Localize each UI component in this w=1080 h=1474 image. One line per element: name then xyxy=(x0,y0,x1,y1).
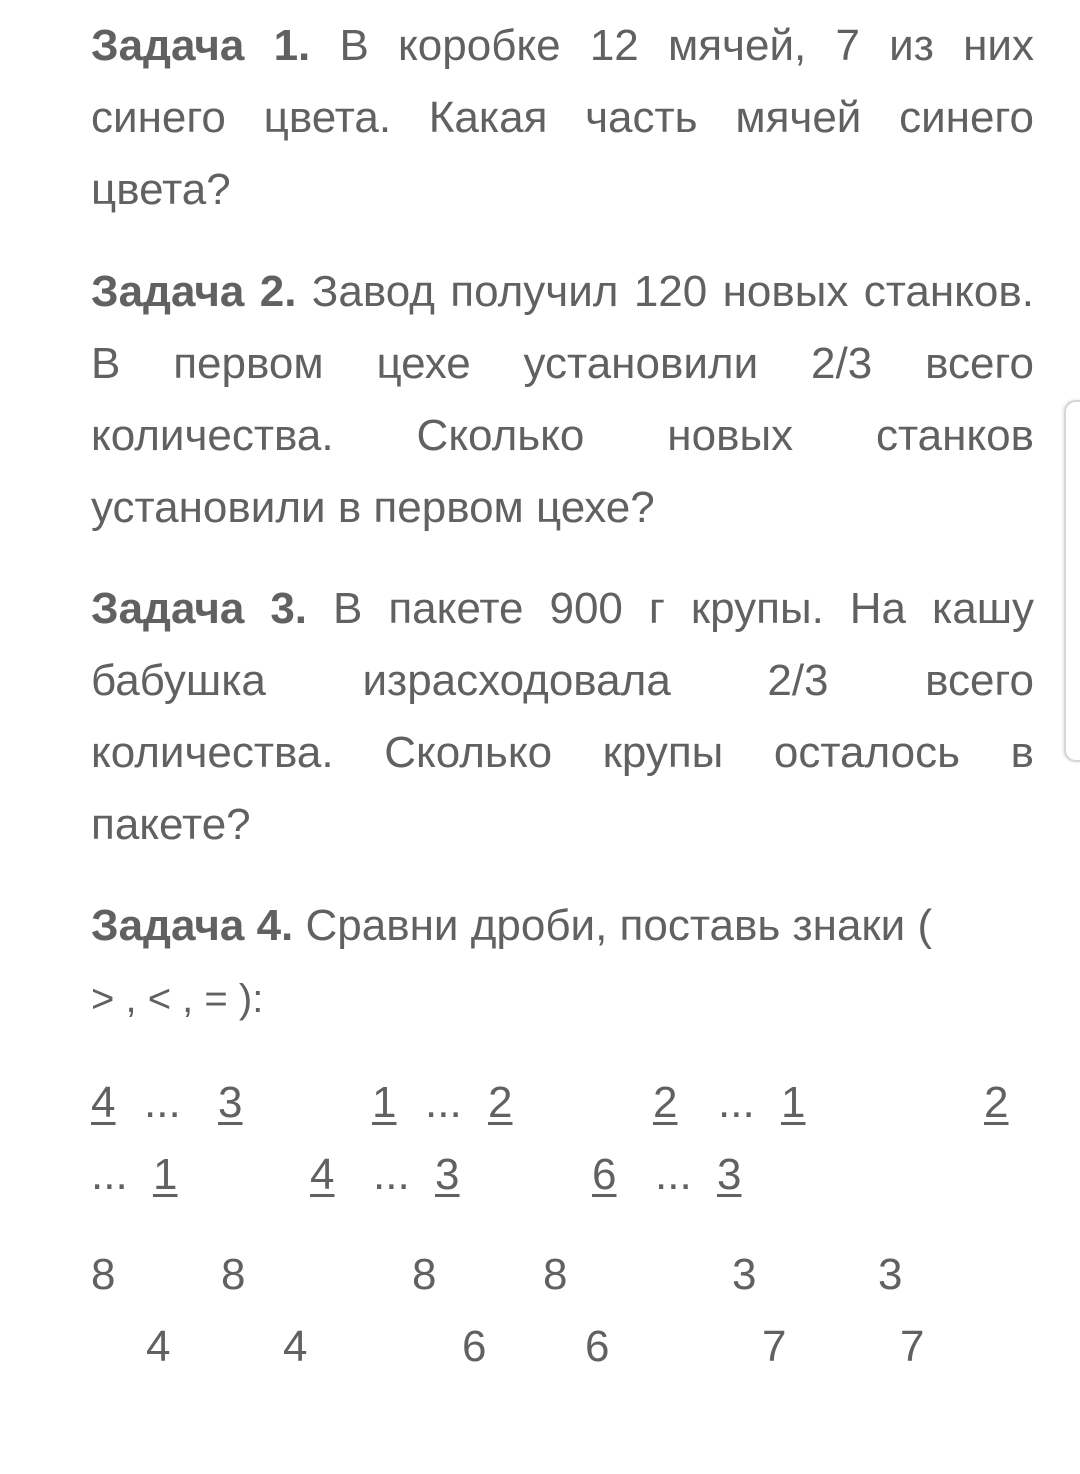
fraction-denominator: 8 xyxy=(91,1250,116,1299)
fraction-numerator: 2 xyxy=(488,1078,513,1127)
fraction-numerator: 4 xyxy=(91,1078,116,1127)
comparison-dots: ... xyxy=(144,1078,181,1127)
fraction-denominator: 8 xyxy=(412,1250,437,1299)
scroll-handle[interactable] xyxy=(1064,400,1080,762)
task-2-label: Задача 2. xyxy=(91,267,297,316)
comparison-dots: ... xyxy=(373,1150,410,1199)
fraction-denominator: 7 xyxy=(762,1322,787,1371)
comparison-dots: ... xyxy=(425,1078,462,1127)
fraction-numerator: 4 xyxy=(310,1150,335,1199)
comparison-dots: ... xyxy=(655,1150,692,1199)
task-4-label: Задача 4. xyxy=(91,901,294,950)
task-2-text: Завод получил 120 новых станков. В первом цехе установили 2/3 всего количества. Сколько новых станков установили в первом цехе? xyxy=(91,267,1034,532)
fraction-numerator: 2 xyxy=(984,1078,1009,1127)
fraction-denominator: 8 xyxy=(543,1250,568,1299)
comparison-dots: ... xyxy=(718,1078,755,1127)
task-3-label: Задача 3. xyxy=(91,584,308,633)
fraction-numerator: 3 xyxy=(435,1150,460,1199)
task-4-text: Сравни дроби, поставь знаки ( xyxy=(293,901,933,950)
fraction-numerator: 2 xyxy=(653,1078,678,1127)
fraction-denominator: 7 xyxy=(900,1322,925,1371)
fraction-denominator: 3 xyxy=(878,1250,903,1299)
fraction-denominator: 4 xyxy=(283,1322,308,1371)
fraction-denominator: 3 xyxy=(732,1250,757,1299)
fraction-numerator: 6 xyxy=(592,1150,617,1199)
fraction-numerator: 3 xyxy=(717,1150,742,1199)
task-1-text: В коробке 12 мячей, 7 из них синего цвета. Какая часть мячей синего цвета? xyxy=(91,21,1034,214)
task-4 xyxy=(91,890,1034,1035)
fraction-denominator: 6 xyxy=(585,1322,610,1371)
fraction-denominator: 8 xyxy=(221,1250,246,1299)
fraction-denominator: 6 xyxy=(462,1322,487,1371)
task-3-text: В пакете 900 г крупы. На кашу бабушка израсходовала 2/3 всего количества. Сколько крупы осталось в пакете? xyxy=(91,584,1034,849)
task-2 xyxy=(91,256,1034,544)
task-4-symbols: > , < , = ): xyxy=(91,977,264,1021)
fraction-numerator: 3 xyxy=(218,1078,243,1127)
task-1-label: Задача 1. xyxy=(91,21,311,70)
fraction-numerator: 1 xyxy=(153,1150,178,1199)
task-1 xyxy=(91,10,1034,226)
fraction-denominator: 4 xyxy=(146,1322,171,1371)
fraction-numerator: 1 xyxy=(781,1078,806,1127)
fraction-numerator: 1 xyxy=(372,1078,397,1127)
task-3 xyxy=(91,573,1034,861)
comparison-dots: ... xyxy=(91,1150,128,1199)
